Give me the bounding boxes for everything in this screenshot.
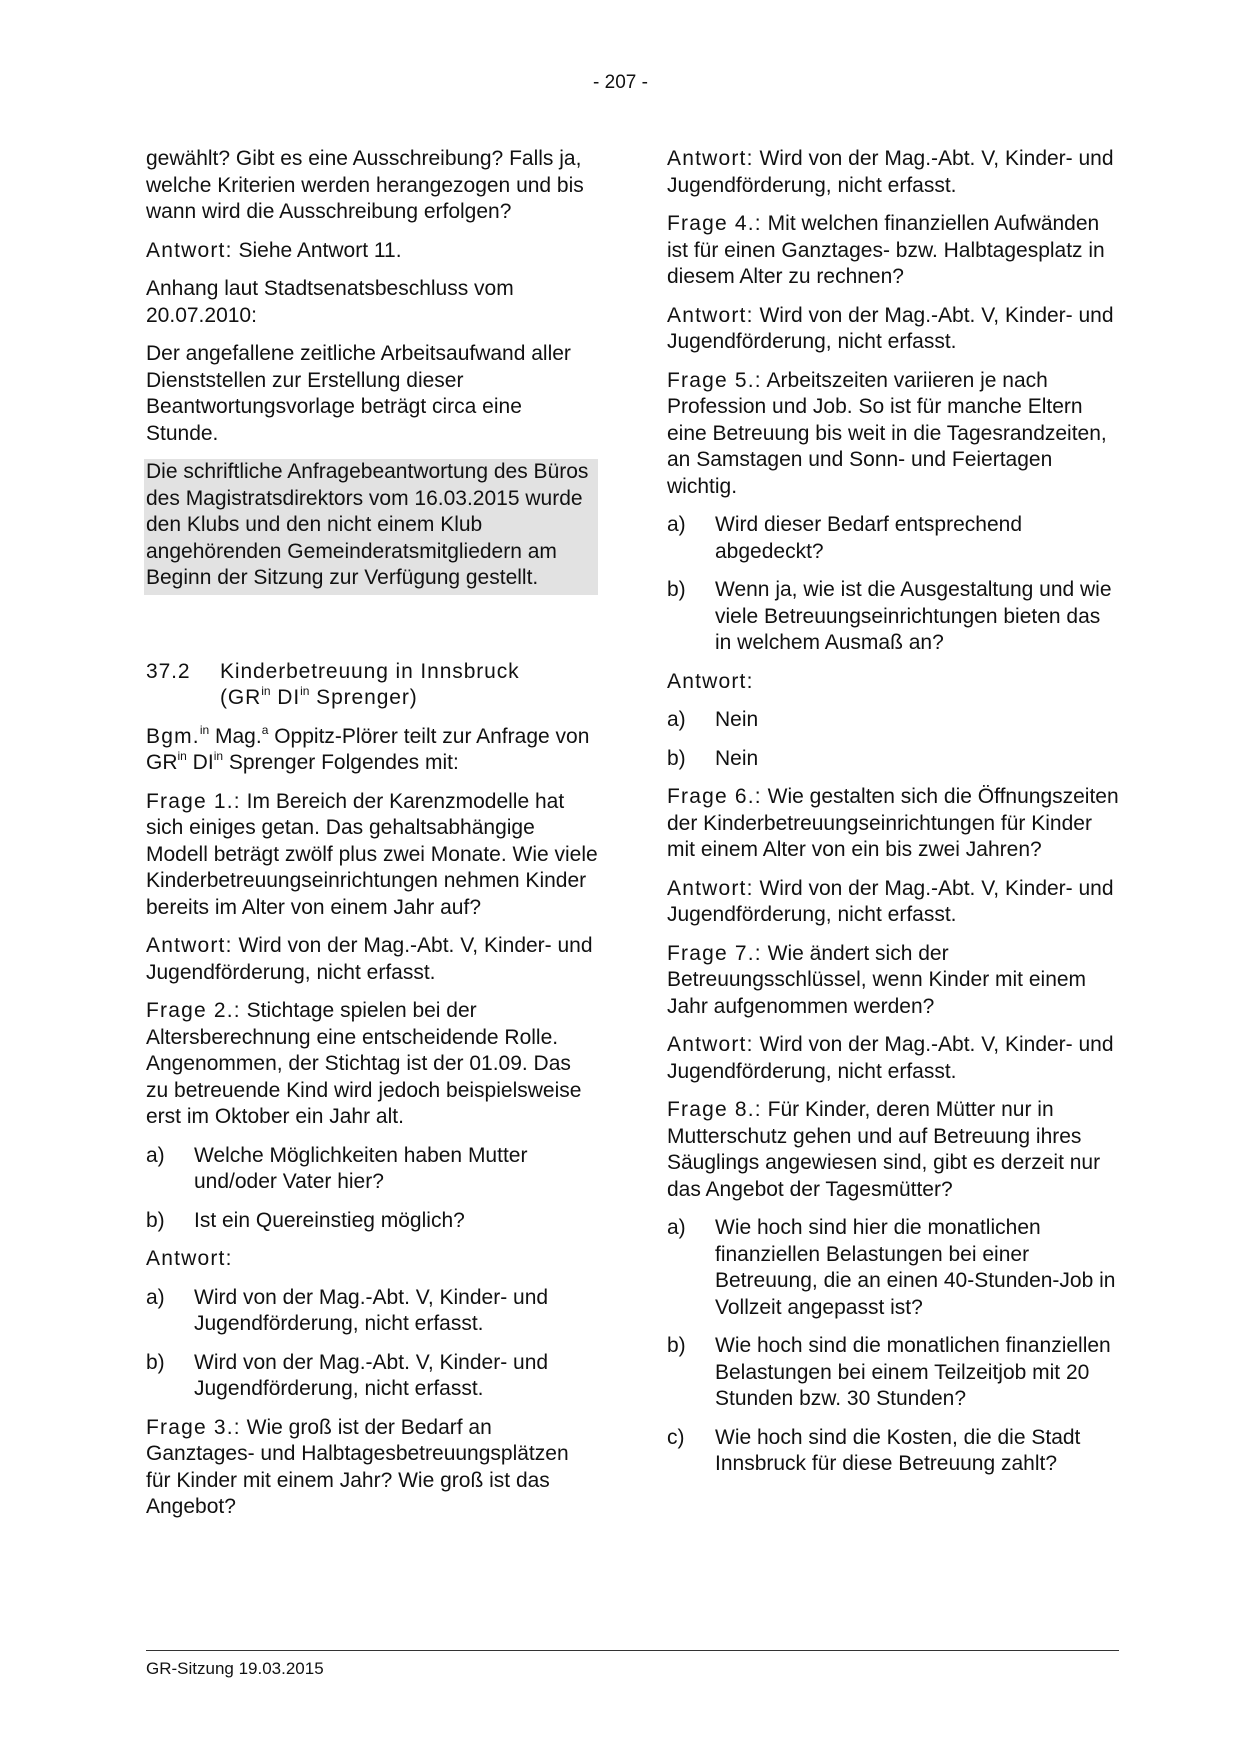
question-label: Frage 8.: bbox=[667, 1098, 762, 1121]
list-item: a) Wird dieser Bedarf entsprechend abgedeckt? bbox=[667, 513, 1022, 563]
question-1: Frage 1.: Im Bereich der Karenzmodelle hat sich einiges getan. Das gehaltsabhängige Modell beträgt zwölf plus zwei Monate. Wie viele Kinderbetreuungseinrichtungen nehmen Kinder bereits im Alter von einem Jahr auf? bbox=[146, 789, 598, 919]
question-label: Frage 3.: bbox=[146, 1415, 241, 1439]
answer-label: Antwort: bbox=[146, 934, 233, 957]
right-column bbox=[667, 146, 1119, 1490]
question-label: Frage 2.: bbox=[146, 999, 241, 1022]
page-number: - 207 - bbox=[593, 72, 648, 93]
list-item: a) Wird von der Mag.-Abt. V, Kinder- und Jugendförderung, nicht erfasst. bbox=[146, 1285, 549, 1335]
answer-label: Antwort: bbox=[667, 303, 754, 327]
question-8: Frage 8.: Für Kinder, deren Mütter nur in Mutterschutz gehen und auf Betreuung ihres Säuglings angewiesen sind, gibt es derzeit nur das Angebot der Tagesmütter? bbox=[667, 1098, 1101, 1201]
answer-label: Antwort: bbox=[146, 238, 233, 262]
question-2: Frage 2.: Stichtage spielen bei der Altersberechnung eine entscheidende Rolle. Angenommen, der Stichtag ist der 01.09. Das zu betreuende Kind wird jedoch beispielsweise erst im Oktober ein Jahr alt. bbox=[146, 999, 582, 1128]
list-item: c) Wie hoch sind die Kosten, die die Stadt Innsbruck für diese Betreuung zahlt? bbox=[667, 1425, 1081, 1475]
answer-label: Antwort: bbox=[667, 147, 754, 170]
question-label: Frage 5.: bbox=[667, 368, 762, 392]
answer-4: Antwort: Wird von der Mag.-Abt. V, Kinder- und Jugendförderung, nicht erfasst. bbox=[667, 303, 1114, 353]
answer-1: Antwort: Wird von der Mag.-Abt. V, Kinder- und Jugendförderung, nicht erfasst. bbox=[146, 934, 593, 984]
intro-paragraph: Bgm.$^{in}$ Mag.$^a$ Oppitz-Plörer teilt zur Anfrage von $GR^{in}$ $DI^{in}$ Sprenger Folgendes mit: bbox=[146, 722, 590, 774]
section-number: 37.2 bbox=[146, 659, 191, 683]
shaded-notice: Die schriftliche Anfragebeantwortung des Büros des Magistratsdirektors vom 16.03.2015 wurde den Klubs und den nicht einem Klub angehörenden Gemeinderatsmitgliedern am Beginn der Sitzung zur Verfügung gestellt. bbox=[144, 459, 598, 595]
answer-7: Antwort: Wird von der Mag.-Abt. V, Kinder- und Jugendförderung, nicht erfasst. bbox=[667, 1033, 1114, 1083]
question-6: Frage 6.: Wie gestalten sich die Öffnungszeiten der Kinderbetreuungseinrichtungen für Kinder mit einem Alter von ein bis zwei Jahren? bbox=[667, 785, 1119, 861]
answer-label: Antwort: bbox=[667, 669, 754, 693]
section-title: Kinderbetreuung in Innsbruck ($GR^{in}$ $DI^{in}$ Sprenger) bbox=[220, 659, 520, 709]
section-heading bbox=[146, 659, 598, 712]
footer-text: GR-Sitzung 19.03.2015 bbox=[146, 1659, 324, 1678]
question-label: Frage 7.: bbox=[667, 941, 762, 965]
answer-paragraph: Antwort: Siehe Antwort 11. bbox=[146, 238, 402, 262]
answer-label: Antwort: bbox=[146, 1247, 233, 1270]
answer-label: Antwort: bbox=[667, 876, 754, 900]
paragraph: Anhang laut Stadtsenatsbeschluss vom 20.07.2010: bbox=[146, 277, 514, 327]
list-item: b) Wenn ja, wie ist die Ausgestaltung und wie viele Betreuungseinrichtungen bieten das in welchem Ausmaß an? bbox=[667, 578, 1112, 654]
answer-2 bbox=[146, 1246, 598, 1273]
left-column bbox=[146, 146, 598, 1533]
list-item: a) Nein bbox=[667, 708, 759, 731]
list-item: a) Wie hoch sind hier die monatlichen finanziellen Belastungen bei einer Betreuung, die an einen 40-Stunden-Job in Vollzeit angepasst ist? bbox=[667, 1216, 1116, 1319]
answer-3: Antwort: Wird von der Mag.-Abt. V, Kinder- und Jugendförderung, nicht erfasst. bbox=[667, 147, 1114, 197]
list-item: b) Wird von der Mag.-Abt. V, Kinder- und Jugendförderung, nicht erfasst. bbox=[146, 1350, 549, 1400]
list-item: b) Ist ein Quereinstieg möglich? bbox=[146, 1208, 465, 1232]
paragraph: gewählt? Gibt es eine Ausschreibung? Falls ja, welche Kriterien werden herangezogen und bis wann wird die Ausschreibung erfolgen? bbox=[146, 147, 584, 223]
question-label: Frage 4.: bbox=[667, 212, 762, 235]
list-item: a) Welche Möglichkeiten haben Mutter und/oder Vater hier? bbox=[146, 1143, 528, 1193]
list-item: b) Wie hoch sind die monatlichen finanziellen Belastungen bei einem Teilzeitjob mit 20 Stunden bzw. 30 Stunden? bbox=[667, 1334, 1111, 1410]
answer-6: Antwort: Wird von der Mag.-Abt. V, Kinder- und Jugendförderung, nicht erfasst. bbox=[667, 876, 1114, 926]
question-4: Frage 4.: Mit welchen finanziellen Aufwänden ist für einen Ganztages- bzw. Halbtagesplatz in diesem Alter zu rechnen? bbox=[667, 212, 1105, 288]
question-label: Frage 1.: bbox=[146, 789, 241, 813]
question-7: Frage 7.: Wie ändert sich der Betreuungsschlüssel, wenn Kinder mit einem Jahr aufgenommen werden? bbox=[667, 941, 1087, 1018]
question-3: Frage 3.: Wie groß ist der Bedarf an Ganztages- und Halbtagesbetreuungsplätzen für Kinder mit einem Jahr? Wie groß ist das Angebot? bbox=[146, 1415, 569, 1518]
question-label: Frage 6.: bbox=[667, 785, 762, 808]
answer-5 bbox=[667, 669, 1119, 696]
question-5: Frage 5.: Arbeitszeiten variieren je nach Profession und Job. So ist für manche Eltern eine Betreuung bis weit in die Tagesrandzeiten, an Samstagen und Sonn- und Feiertagen wichtig. bbox=[667, 368, 1107, 498]
paragraph: Der angefallene zeitliche Arbeitsaufwand aller Dienststellen zur Erstellung dieser Beantwortungsvorlage beträgt circa eine Stunde. bbox=[146, 342, 571, 445]
list-item: b) Nein bbox=[667, 746, 759, 770]
answer-label: Antwort: bbox=[667, 1033, 754, 1056]
footer-divider bbox=[146, 1650, 1119, 1651]
